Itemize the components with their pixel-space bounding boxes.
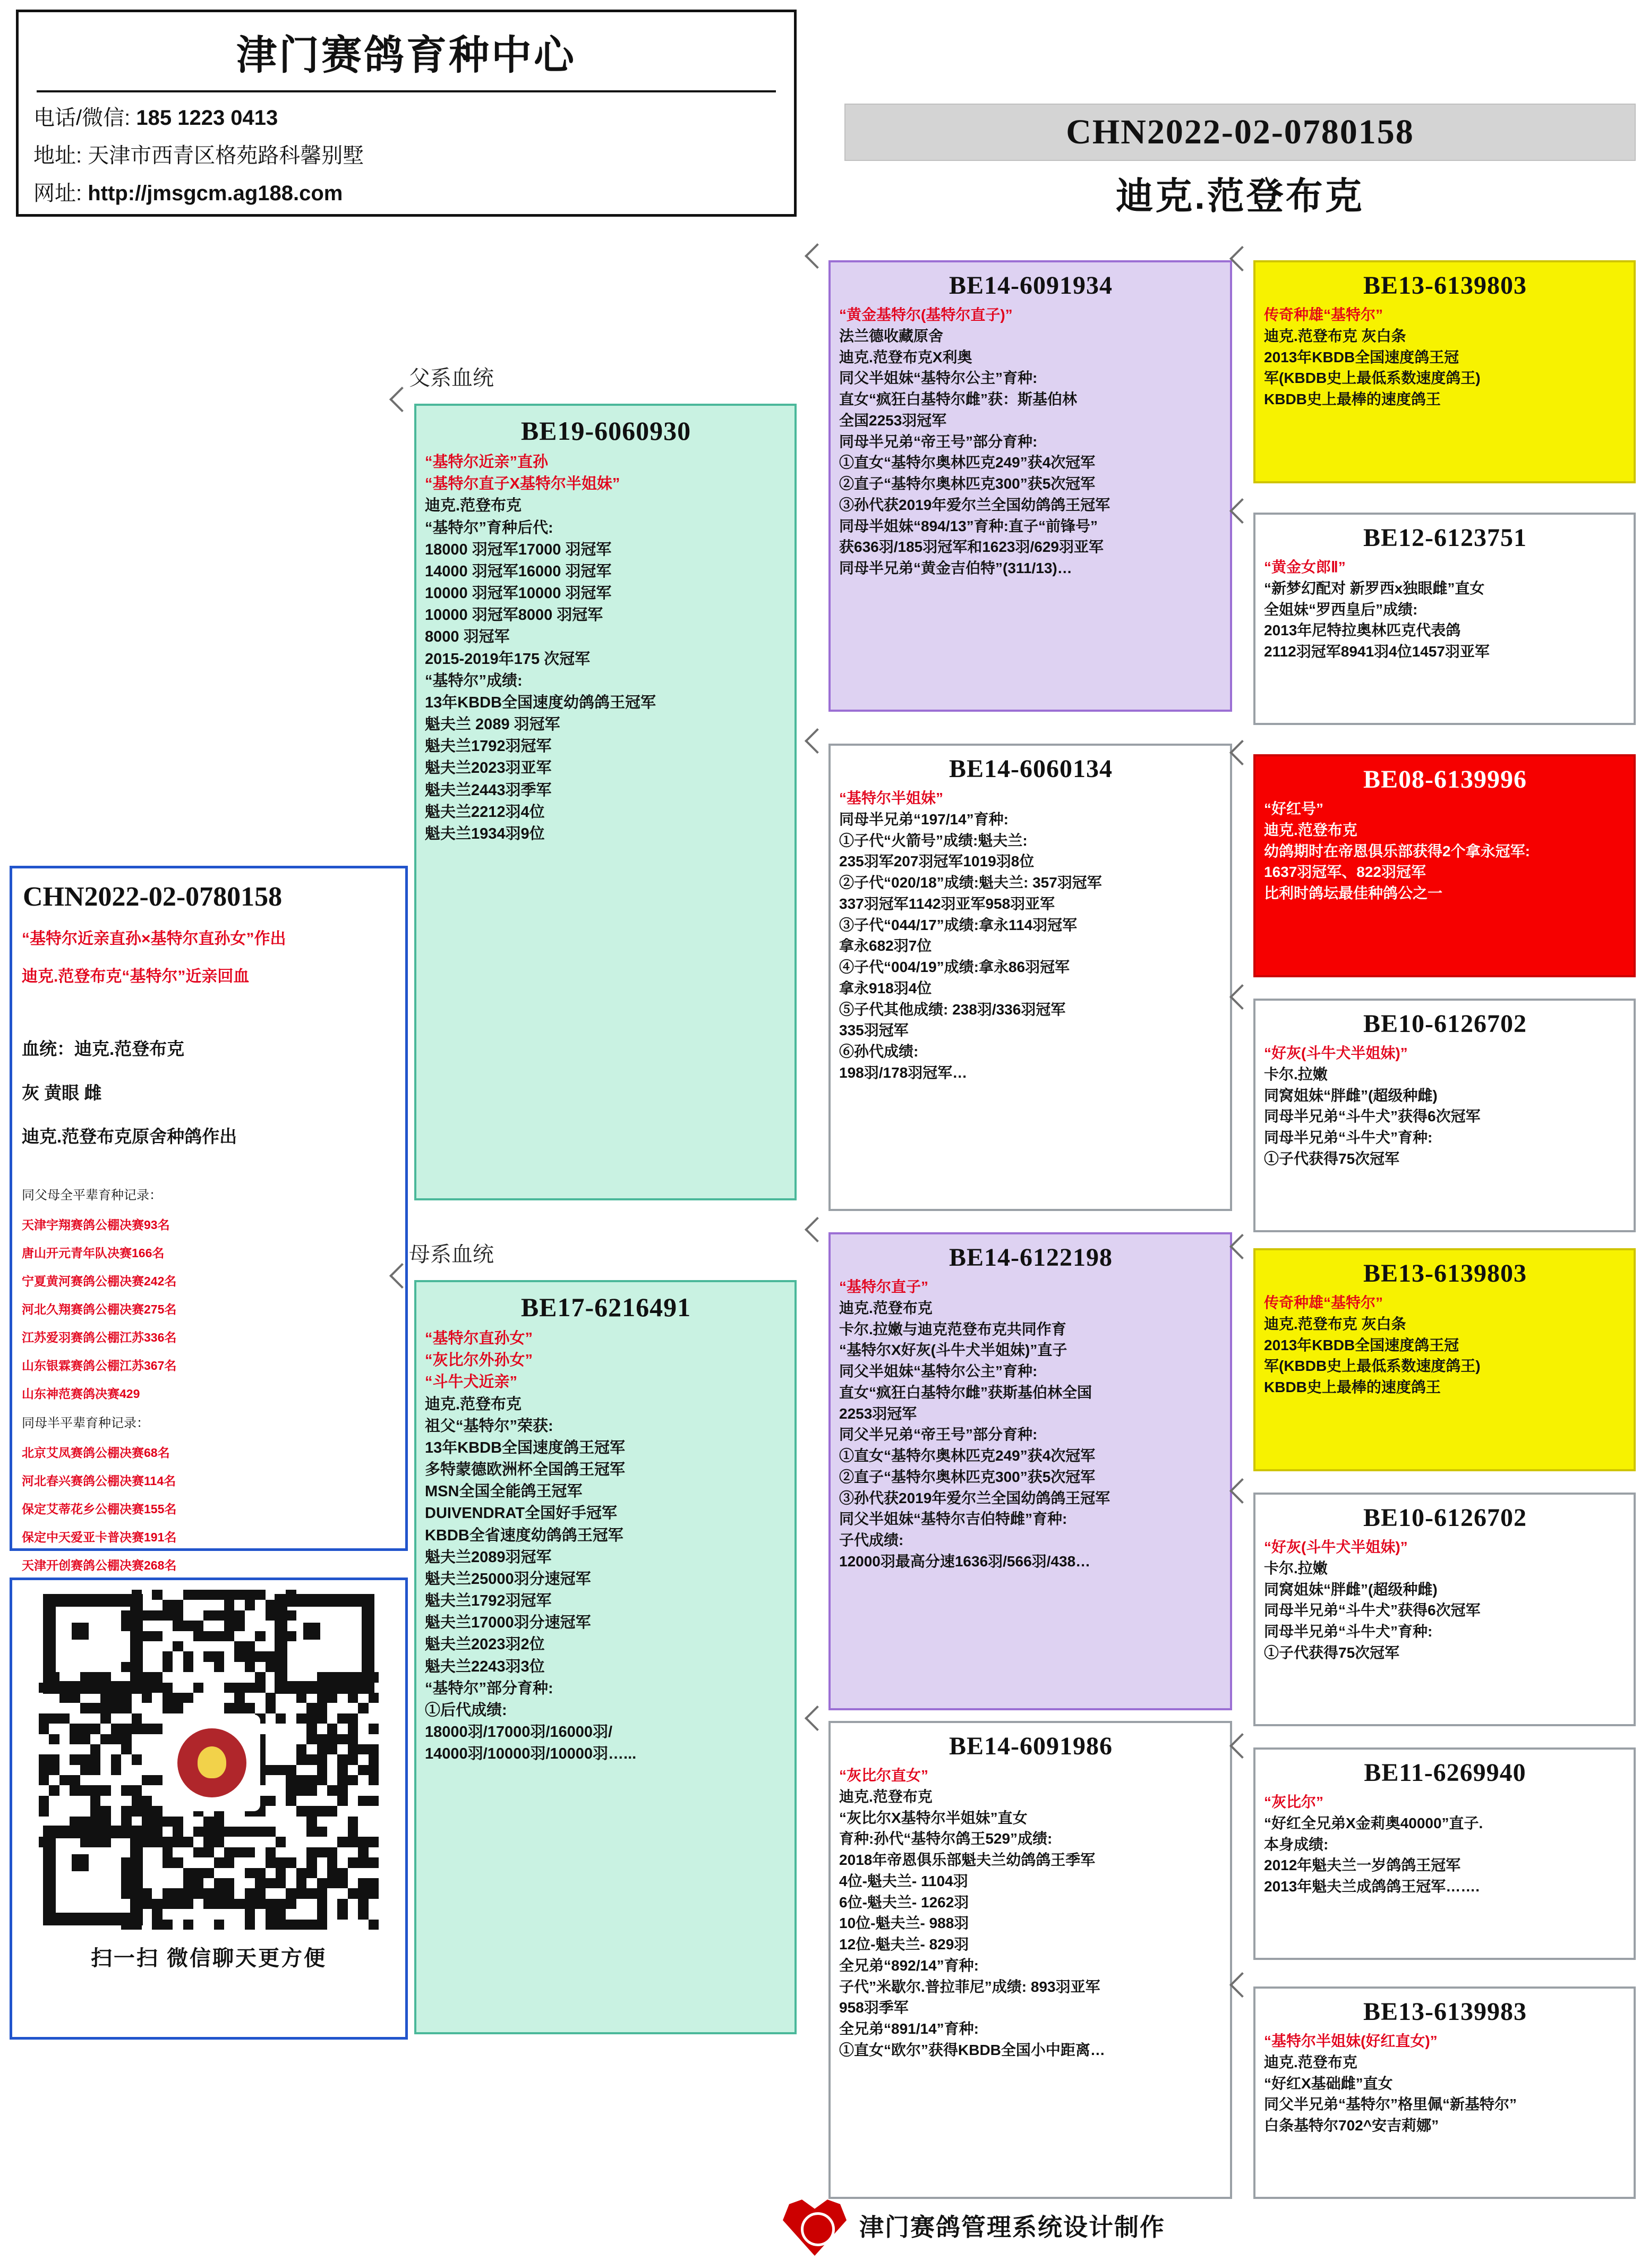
pedigree-detail-line: 12000羽最高分速1636羽/566羽/438… — [839, 1553, 1091, 1570]
pedigree-detail-line: “灰比尔X基特尔半姐妹”直女 — [839, 1809, 1028, 1826]
pedigree-detail-line: “黄金基特尔(基特尔直子)” — [839, 306, 1013, 323]
company-phone-line — [33, 101, 779, 131]
pedigree-detail-line: 4位-魁夫兰- 1104羽 — [839, 1872, 968, 1889]
pedigree-detail-line: 同窝姐妹“胖雌”(超级种雌) — [1264, 1581, 1438, 1598]
pedigree-detail-line: ③孙代获2019年爱尔兰全国幼鸽鸽王冠军 — [839, 496, 1110, 513]
company-address-line — [33, 139, 779, 169]
phone-value: 185 1223 0413 — [136, 106, 278, 130]
pedigree-ring-dss: BE13-6139803 — [1363, 1259, 1527, 1288]
pedigree-card-ddd — [1253, 1986, 1636, 2199]
pedigree-detail-line: “斗牛犬近亲” — [425, 1374, 518, 1391]
pedigree-detail-line: 获636羽/185羽冠军和1623羽/629羽亚军 — [839, 539, 1104, 556]
pedigree-detail-line: 迪克.范登布克 — [1264, 2053, 1357, 2070]
pedigree-detail-line: 同母半兄弟“197/14”育种: — [839, 811, 1009, 828]
pedigree-detail-line: 迪克.范登布克 — [1264, 821, 1357, 838]
pedigree-detail-line: “好红全兄弟X金莉奥40000”直子. — [1264, 1814, 1483, 1831]
pedigree-detail-line: 魁夫兰2023羽亚军 — [425, 760, 552, 777]
qr-caption: 扫一扫 微信聊天更方便 — [90, 1947, 327, 1970]
pedigree-detail-line: 本身成绩: — [1264, 1836, 1329, 1853]
pedigree-details-ss — [839, 304, 1223, 579]
pedigree-detail-line: ①子代“火箭号”成绩:魁夫兰: — [839, 832, 1028, 849]
pedigree-detail-line: ②直子“基特尔奥林匹克300”获5次冠军 — [839, 1468, 1096, 1485]
subject-record-item: 山东神范赛鸽决赛429 — [22, 1386, 140, 1401]
pedigree-detail-line: ①直女“欧尔”获得KBDB全国小中距离… — [839, 2041, 1105, 2058]
pedigree-detail-line: 拿永918羽4位 — [839, 979, 932, 996]
pedigree-detail-line: 18000 羽冠军17000 羽冠军 — [425, 541, 612, 558]
pedigree-detail-line: 14000 羽冠军16000 羽冠军 — [425, 562, 612, 580]
subject-record-title-1: 同父母全平辈育种记录： — [22, 1188, 162, 1203]
pedigree-detail-line: 2013年魁夫兰成鸽鸽王冠军……. — [1264, 1878, 1480, 1895]
pedigree-detail-line: 2253羽冠军 — [839, 1405, 917, 1422]
pedigree-detail-line: 10000 羽冠军10000 羽冠军 — [425, 585, 612, 602]
subject-ring-number: CHN2022-02-0780158 — [23, 882, 283, 912]
pedigree-detail-line: 祖父“基特尔”荣获: — [425, 1417, 553, 1435]
pedigree-detail-line: “好红号” — [1264, 800, 1324, 817]
pedigree-details-dd — [839, 1765, 1223, 2061]
pedigree-card-ds — [828, 1232, 1232, 1710]
pedigree-ring-sdd: BE10-6126702 — [1363, 1010, 1527, 1038]
qr-finder-top-right — [275, 1594, 374, 1694]
pedigree-connector-icon — [1229, 1234, 1255, 1259]
pedigree-card-sdd — [1253, 999, 1636, 1232]
pedigree-detail-line: 迪克.范登布克 — [425, 1395, 522, 1413]
phone-label: 电话/微信: — [33, 106, 131, 130]
pedigree-detail-line: 迪克.范登布克X利奥 — [839, 348, 972, 365]
pedigree-ring-dam: BE17-6216491 — [520, 1292, 691, 1322]
pedigree-detail-line: ③子代“044/17”成绩:拿永114羽冠军 — [839, 916, 1078, 933]
pedigree-details-sd — [839, 788, 1223, 1084]
pedigree-detail-line: “基特尔直子” — [839, 1278, 929, 1295]
pedigree-detail-line: 335羽冠军 — [839, 1022, 909, 1039]
pedigree-detail-line: 魁夫兰2023羽2位 — [425, 1636, 545, 1653]
web-label: 网址: — [33, 182, 82, 205]
pedigree-detail-line: 魁夫兰2089羽冠军 — [425, 1548, 552, 1566]
pedigree-detail-line: “灰比尔外孙女” — [425, 1352, 533, 1369]
subject-bloodline: 血统：迪克.范登布克 — [22, 1039, 185, 1059]
pedigree-ring-sss: BE13-6139803 — [1363, 271, 1527, 300]
pedigree-detail-line: 魁夫兰25000羽分速冠军 — [425, 1570, 591, 1588]
pedigree-detail-line: “基特尔直子X基特尔半姐妹” — [425, 475, 620, 493]
divider — [37, 90, 776, 92]
pedigree-detail-line: 235羽军207羽冠军1019羽8位 — [839, 853, 1035, 870]
pedigree-detail-line: 全兄弟“892/14”育种: — [839, 1957, 979, 1974]
pedigree-detail-line: 卡尔.拉嫩与迪克范登布克共同作育 — [839, 1320, 1066, 1337]
pedigree-detail-line: 1637羽冠军、822羽冠军 — [1264, 864, 1426, 881]
pedigree-detail-line: 魁夫兰1792羽冠军 — [425, 738, 552, 755]
pedigree-detail-line: “基特尔”育种后代: — [425, 519, 553, 536]
pedigree-details-sire — [425, 451, 787, 845]
pedigree-detail-line: 全姐妹“罗西皇后”成绩: — [1264, 601, 1418, 618]
web-value[interactable]: http://jmsgcm.ag188.com — [88, 182, 343, 205]
pedigree-detail-line: 魁夫兰 2089 羽冠军 — [425, 716, 560, 734]
pedigree-details-dss — [1264, 1292, 1626, 1398]
pedigree-detail-line: “基特尔”成绩: — [425, 672, 523, 689]
pedigree-details-ds — [839, 1276, 1223, 1572]
pedigree-detail-line: “基特尔半姐妹” — [839, 790, 944, 806]
pedigree-connector-icon — [805, 728, 830, 754]
pedigree-detail-line: ⑤子代其他成绩: 238羽/336羽冠军 — [839, 1001, 1066, 1018]
pedigree-detail-line: 同父半兄弟“基特尔”格里佩“新基特尔” — [1264, 2096, 1517, 2113]
pedigree-detail-line: 2112羽冠军8941羽4位1457羽亚军 — [1264, 643, 1490, 660]
pedigree-detail-line: 迪克.范登布克 — [425, 497, 522, 515]
pedigree-detail-line: 2013年KBDB全国速度鸽王冠 — [1264, 348, 1459, 365]
pedigree-detail-line: “新梦幻配对 新罗西x独眼雌”直女 — [1264, 579, 1485, 596]
subject-record-item: 北京艾凤赛鸽公棚决赛68名 — [22, 1446, 170, 1460]
pedigree-detail-line: 传奇种雄“基特尔” — [1264, 1294, 1383, 1311]
pedigree-detail-line: 魁夫兰2443羽季军 — [425, 781, 552, 799]
pedigree-connector-icon — [805, 1217, 830, 1242]
pedigree-detail-line: 同母半兄弟“黄金吉伯特”(311/13)… — [839, 560, 1072, 576]
subject-record-item: 天津宇翔赛鸽公棚决赛93名 — [22, 1218, 170, 1232]
company-web-line — [33, 176, 779, 207]
qr-finder-bottom-left — [43, 1826, 143, 1925]
pedigree-detail-line: 13年KBDB全国速度鸽王冠军 — [425, 1439, 626, 1456]
pedigree-detail-line: 军(KBDB史上最低系数速度鸽王) — [1264, 1358, 1481, 1375]
pedigree-ring-sds: BE08-6139996 — [1363, 765, 1527, 794]
pedigree-detail-line: KBDB史上最棒的速度鸽王 — [1264, 1379, 1441, 1395]
pedigree-detail-line: 12位-魁夫兰- 829羽 — [839, 1936, 969, 1952]
pedigree-details-dsd — [1264, 1537, 1626, 1664]
pedigree-detail-line: MSN全国全能鸽王冠军 — [425, 1483, 583, 1500]
pedigree-detail-line: 多特蒙德欧洲杯全国鸽王冠军 — [425, 1461, 626, 1479]
qr-finder-top-left — [43, 1594, 143, 1694]
subject-record-item: 唐山开元青年队决赛166名 — [22, 1246, 165, 1260]
pedigree-ring-banner — [844, 104, 1636, 161]
pedigree-detail-line: 全兄弟“891/14”育种: — [839, 2020, 979, 2037]
pedigree-detail-line: ①子代获得75次冠军 — [1264, 1150, 1400, 1167]
subject-record-item: 山东银霖赛鸽公棚江苏367名 — [22, 1358, 177, 1372]
pedigree-detail-line: “好灰(斗牛犬半姐妹)” — [1264, 1539, 1408, 1555]
pedigree-card-sds — [1253, 754, 1636, 977]
pedigree-details-ddd — [1264, 2031, 1626, 2136]
pedigree-details-sss — [1264, 304, 1626, 410]
pedigree-detail-line: 同父半兄弟“帝王号”部分育种: — [839, 1426, 1038, 1443]
pedigree-detail-line: 2013年KBDB全国速度鸽王冠 — [1264, 1336, 1459, 1353]
sire-line-label: 父系血统 — [409, 366, 494, 390]
pedigree-detail-line: “基特尔直孙女” — [425, 1330, 533, 1347]
pedigree-detail-line: 传奇种雄“基特尔” — [1264, 306, 1383, 323]
pedigree-detail-line: 幼鸽期时在帝恩俱乐部获得2个拿永冠军: — [1264, 842, 1530, 859]
pedigree-card-sire — [414, 404, 797, 1200]
pedigree-detail-line: ①直女“基特尔奥林匹克249”获4次冠军 — [839, 454, 1096, 471]
pedigree-detail-line: KBDB史上最棒的速度鸽王 — [1264, 391, 1441, 407]
pedigree-detail-line: 魁夫兰1934羽9位 — [425, 825, 545, 842]
pedigree-detail-line: “基特尔”部分育种: — [425, 1679, 553, 1697]
pedigree-card-dss — [1253, 1248, 1636, 1471]
pedigree-detail-line: “黄金女郎Ⅱ” — [1264, 559, 1346, 575]
pedigree-detail-line: DUIVENDRAT全国好手冠军 — [425, 1505, 617, 1522]
pedigree-detail-line: 13年KBDB全国速度幼鸽鸽王冠军 — [425, 694, 656, 711]
pedigree-detail-line: ③孙代获2019年爱尔兰全国幼鸽鸽王冠军 — [839, 1489, 1110, 1506]
pedigree-details-sdd — [1264, 1043, 1626, 1170]
pedigree-detail-line: ①直女“基特尔奥林匹克249”获4次冠军 — [839, 1447, 1096, 1464]
pedigree-detail-line: 198羽/178羽冠军… — [839, 1064, 968, 1081]
pedigree-card-sss — [1253, 260, 1636, 483]
pedigree-detail-line: ①后代成绩: — [425, 1701, 507, 1719]
pedigree-detail-line: 法兰德收藏原舍 — [839, 327, 944, 344]
footer-text: 津门赛鸽管理系统设计制作 — [859, 2213, 1165, 2241]
qr-center-logo — [164, 1715, 260, 1811]
pedigree-details-dds — [1264, 1792, 1626, 1897]
subject-record-item: 天津开创赛鸽公棚决赛268名 — [22, 1558, 177, 1572]
ring-number: CHN2022-02-0780158 — [1066, 113, 1414, 151]
subject-origin: 迪克.范登布克原舍种鸽作出 — [22, 1127, 237, 1146]
subject-note-2: 迪克.范登布克“基特尔”近亲回血 — [22, 967, 250, 985]
pedigree-detail-line: 迪克.范登布克 灰白条 — [1264, 1315, 1406, 1332]
pedigree-detail-line: “灰比尔直女” — [839, 1767, 929, 1784]
pedigree-detail-line: 迪克.范登布克 — [839, 1299, 933, 1316]
pedigree-detail-line: “基特尔近亲”直孙 — [425, 454, 549, 471]
pedigree-connector-icon — [805, 1706, 830, 1731]
pedigree-card-ss — [828, 260, 1232, 712]
pedigree-card-dsd — [1253, 1493, 1636, 1726]
pedigree-detail-line: 337羽冠军1142羽亚军958羽亚军 — [839, 895, 1055, 912]
pedigree-detail-line: “基特尔X好灰(斗牛犬半姐妹)”直子 — [839, 1342, 1067, 1359]
pedigree-detail-line: 拿永682羽7位 — [839, 937, 932, 954]
pedigree-detail-line: 魁夫兰1792羽冠军 — [425, 1592, 552, 1610]
address-label: 地址: — [33, 144, 82, 167]
pedigree-detail-line: “好灰(斗牛犬半姐妹)” — [1264, 1045, 1408, 1061]
pedigree-detail-line: 育种:孙代“基特尔鸽王529”成绩: — [839, 1830, 1053, 1847]
pedigree-ring-ds: BE14-6122198 — [949, 1243, 1113, 1272]
pedigree-ring-dd: BE14-6091986 — [949, 1732, 1113, 1760]
pedigree-detail-line: “基特尔半姐妹(好红直女)” — [1264, 2033, 1438, 2049]
pedigree-connector-icon — [1229, 498, 1255, 524]
pedigree-connector-icon — [1229, 1972, 1255, 1998]
subject-record-item: 保定中天爱亚卡普决赛191名 — [22, 1530, 177, 1544]
pedigree-detail-line: 2013年尼特拉奥林匹克代表鸽 — [1264, 622, 1461, 639]
subject-records-list-1 — [22, 1217, 396, 1402]
pedigree-detail-line: 同父半姐妹“基特尔吉伯特雌”育种: — [839, 1511, 1067, 1528]
pedigree-ring-dds: BE11-6269940 — [1364, 1759, 1526, 1787]
pedigree-ring-ssd: BE12-6123751 — [1363, 524, 1527, 552]
subject-record-item: 保定艾蒂花乡公棚决赛155名 — [22, 1502, 177, 1516]
pedigree-card-dds — [1253, 1747, 1636, 1960]
pedigree-detail-line: 军(KBDB史上最低系数速度鸽王) — [1264, 370, 1481, 387]
pedigree-detail-line: 18000羽/17000羽/16000羽/ — [425, 1724, 613, 1741]
pedigree-detail-line: 同父半姐妹“基特尔公主”育种: — [839, 1363, 1038, 1379]
pedigree-detail-line: KBDB全省速度幼鸽鸽王冠军 — [425, 1527, 623, 1544]
pedigree-detail-line: ④子代“004/19”成绩:拿永86羽冠军 — [839, 959, 1070, 975]
pedigree-detail-line: 同母半兄弟“斗牛犬”育种: — [1264, 1623, 1433, 1640]
pedigree-detail-line: 魁夫兰17000羽分速冠军 — [425, 1614, 591, 1632]
pedigree-detail-line: 卡尔.拉嫩 — [1264, 1559, 1328, 1576]
pedigree-connector-icon — [1229, 984, 1255, 1010]
qr-code-image[interactable] — [39, 1590, 379, 1930]
pedigree-connector-icon — [805, 243, 830, 269]
pedigree-detail-line: ⑥孙代成绩: — [839, 1043, 919, 1060]
pedigree-detail-line: “灰比尔” — [1264, 1794, 1324, 1810]
subject-record-item: 河北久翔赛鸽公棚决赛275名 — [22, 1302, 177, 1316]
pedigree-detail-line: ①子代获得75次冠军 — [1264, 1644, 1400, 1661]
pedigree-detail-line: 子代”米歇尔.普拉菲尼”成绩: 893羽亚军 — [839, 1978, 1100, 1995]
pedigree-detail-line: 同母半姐妹“894/13”育种:直子“前锋号” — [839, 517, 1098, 534]
pedigree-detail-line: 比利时鸽坛最佳种鸽公之一 — [1264, 885, 1443, 901]
subject-record-item: 宁夏黄河赛鸽公棚决赛242名 — [22, 1274, 177, 1289]
pedigree-detail-line: 直女“疯狂白基特尔雌”获斯基伯林全国 — [839, 1384, 1092, 1401]
pedigree-connector-icon — [1229, 1478, 1255, 1504]
company-title: 津门赛鸽育种中心 — [236, 33, 576, 78]
pedigree-ring-ddd: BE13-6139983 — [1363, 1998, 1527, 2026]
wechat-qr-card[interactable] — [10, 1578, 408, 2040]
subject-record-item: 江苏爱羽赛鸽公棚江苏336名 — [22, 1330, 177, 1344]
pedigree-ring-sire: BE19-6060930 — [520, 416, 691, 446]
address-value: 天津市西青区格苑路科馨别墅 — [88, 144, 364, 167]
pedigree-detail-line: 同窝姐妹“胖雌”(超级种雌) — [1264, 1087, 1438, 1104]
pedigree-detail-line: 同父半姐妹“基特尔公主”育种: — [839, 370, 1038, 387]
pedigree-ring-sd: BE14-6060134 — [949, 755, 1113, 783]
subject-record-item: 河北春兴赛鸽公棚决赛114名 — [22, 1474, 176, 1488]
pedigree-detail-line: 2018年帝恩俱乐部魁夫兰幼鸽鸽王季军 — [839, 1852, 1096, 1868]
pedigree-ring-ss: BE14-6091934 — [949, 271, 1113, 300]
pedigree-detail-line: 同母半兄弟“斗牛犬”获得6次冠军 — [1264, 1108, 1481, 1125]
dam-line-label: 母系血统 — [409, 1243, 494, 1266]
pedigree-detail-line: 卡尔.拉嫩 — [1264, 1065, 1328, 1082]
pedigree-detail-line: 全国2253羽冠军 — [839, 412, 947, 429]
pedigree-detail-line: ②直子“基特尔奥林匹克300”获5次冠军 — [839, 475, 1096, 492]
pedigree-detail-line: 2015-2019年175 次冠军 — [425, 650, 591, 668]
pedigree-detail-line: 魁夫兰2243羽3位 — [425, 1658, 545, 1675]
pedigree-detail-line: 6位-魁夫兰- 1262羽 — [839, 1894, 969, 1911]
pedigree-detail-line: 14000羽/10000羽/10000羽…... — [425, 1745, 637, 1763]
subject-pigeon-card — [10, 866, 408, 1572]
pedigree-card-dam — [414, 1280, 797, 2034]
pedigree-detail-line: 同母半兄弟“帝王号”部分育种: — [839, 433, 1038, 450]
brand-heart-icon — [781, 2196, 850, 2255]
pedigree-detail-line: 958羽季军 — [839, 1999, 909, 2016]
pedigree-detail-line: 同母半兄弟“斗牛犬”获得6次冠军 — [1264, 1602, 1481, 1619]
pedigree-detail-line: 2012年魁夫兰一岁鸽鸽王冠军 — [1264, 1857, 1461, 1874]
pedigree-details-sds — [1264, 798, 1626, 904]
breeder-name: 迪克.范登布克 — [1116, 175, 1364, 217]
pedigree-detail-line: 迪克.范登布克 灰白条 — [1264, 327, 1406, 344]
pedigree-details-ssd — [1264, 557, 1626, 662]
pedigree-connector-icon — [1229, 740, 1255, 765]
pedigree-detail-line: 白条基特尔702^安吉莉娜” — [1264, 2117, 1439, 2134]
subject-color-sex: 灰 黄眼 雌 — [22, 1082, 102, 1103]
footer — [781, 2188, 1641, 2263]
pedigree-card-sd — [828, 744, 1232, 1211]
pedigree-card-dd — [828, 1721, 1232, 2199]
pedigree-detail-line: “好红X基础雌”直女 — [1264, 2075, 1393, 2092]
pedigree-details-dam — [425, 1328, 787, 1765]
pedigree-detail-line: ②子代“020/18”成绩:魁夫兰: 357羽冠军 — [839, 874, 1102, 891]
pedigree-detail-line: 迪克.范登布克 — [839, 1788, 933, 1805]
pedigree-detail-line: 子代成绩: — [839, 1532, 904, 1548]
pedigree-detail-line: 直女“疯狂白基特尔雌”获：斯基伯林 — [839, 391, 1078, 407]
pedigree-detail-line: 8000 羽冠军 — [425, 628, 510, 646]
company-header-box — [16, 10, 797, 217]
pedigree-connector-icon — [1229, 246, 1255, 271]
pedigree-detail-line: 10000 羽冠军8000 羽冠军 — [425, 607, 603, 624]
subject-record-title-2: 同母半平辈育种记录： — [22, 1416, 149, 1430]
pedigree-ring-dsd: BE10-6126702 — [1363, 1504, 1527, 1532]
subject-note-1: “基特尔近亲直孙×基特尔直孙女”作出 — [22, 930, 286, 948]
pedigree-detail-line: 10位-魁夫兰- 988羽 — [839, 1915, 969, 1932]
pedigree-detail-line: 魁夫兰2212羽4位 — [425, 803, 545, 821]
pedigree-detail-line: 同母半兄弟“斗牛犬”育种: — [1264, 1129, 1433, 1146]
pedigree-connector-icon — [1229, 1733, 1255, 1759]
pedigree-card-ssd — [1253, 513, 1636, 725]
